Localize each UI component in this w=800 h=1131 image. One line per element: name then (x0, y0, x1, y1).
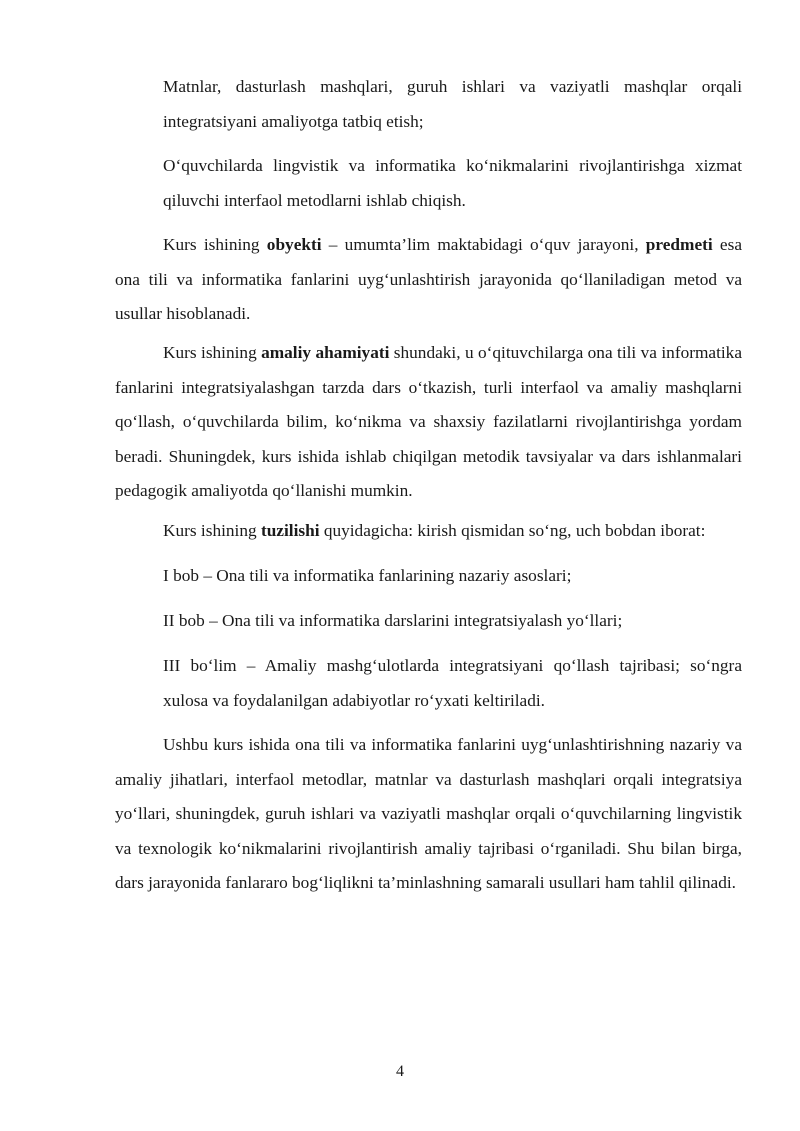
chapter-2-item: II bob – Ona tili va informatika darslarini integratsiyalash yo‘llari; (163, 611, 623, 630)
page-number: 4 (396, 1063, 404, 1080)
term-structure: tuzilishi (260, 521, 320, 540)
text-run: Kurs ishining (163, 235, 267, 254)
text-run: Kurs ishining (163, 343, 262, 362)
chapter-1-item: I bob – Ona tili va informatika fanlarining nazariy asoslari; (163, 566, 572, 585)
paragraph-summary: Ushbu kurs ishida ona tili va informatika fanlarini uyg‘unlashtirishning nazariy va amaliy jihatlari, interfaol metodlar, matnlar va dasturlash mashqlari orqali integratsiya yo‘llari, shuningdek, guruh ishlari va vaziyatli mashqlar orqali o‘quvchilarning lingvistik va texnologik ko‘nikmalarini rivojlantirish amaliy tajribasi o‘rganiladi. Shu bilan birga, dars jarayonida fanlararo bog‘liqlikni ta’minlashning samarali usullari ham tahlil qilinadi. (115, 735, 742, 892)
paragraph-practical-significance (115, 336, 742, 509)
text-run: – umumta’lim maktabidagi o‘quv jarayoni, (321, 235, 646, 254)
paragraph-goal-methods: O‘quvchilarda lingvistik va informatika ko‘nikmalarini rivojlantirishga xizmat qiluvchi interfaol metodlarni ishlab chiqish. (163, 156, 742, 210)
text-run: quyidagicha: kirish qismidan so‘ng, uch bobdan iborat: (319, 521, 706, 540)
chapter-3-item: III bo‘lim – Amaliy mashg‘ulotlarda integratsiyani qo‘llash tajribasi; so‘ngra xulosa va foydalanilgan adabiyotlar ro‘yxati keltiriladi. (163, 656, 742, 710)
paragraph-goal-practice: Matnlar, dasturlash mashqlari, guruh ishlari va vaziyatli mashqlar orqali integratsiyani amaliyotga tatbiq etish; (163, 77, 742, 131)
text-run: shundaki, u o‘qituvchilarga ona tili va informatika fanlarini integratsiyalashgan tarzda dars o‘tkazish, turli interfaol va amaliy mashqlarni qo‘llash, o‘quvchilarda bilim, ko‘nikma va shaxsiy fazilatlarni rivojlantirishga yordam beradi. Shuningdek, kurs ishida ishlab chiqilgan metodik tavsiyalar va dars ishlanmalari pedagogik amaliyotda qo‘llanishi mumkin. (115, 343, 742, 500)
paragraph-object-subject (115, 228, 742, 332)
text-run: esa ona tili va informatika fanlarini uyg‘unlashtirish jarayonida qo‘llaniladigan metod va usullar hisoblanadi. (115, 235, 742, 323)
term-practical-significance: amaliy ahamiyati (261, 343, 390, 362)
term-subject: predmeti (645, 235, 713, 254)
term-object: obyekti (266, 235, 322, 254)
text-run: Kurs ishining (163, 521, 261, 540)
paragraph-structure (115, 514, 742, 549)
